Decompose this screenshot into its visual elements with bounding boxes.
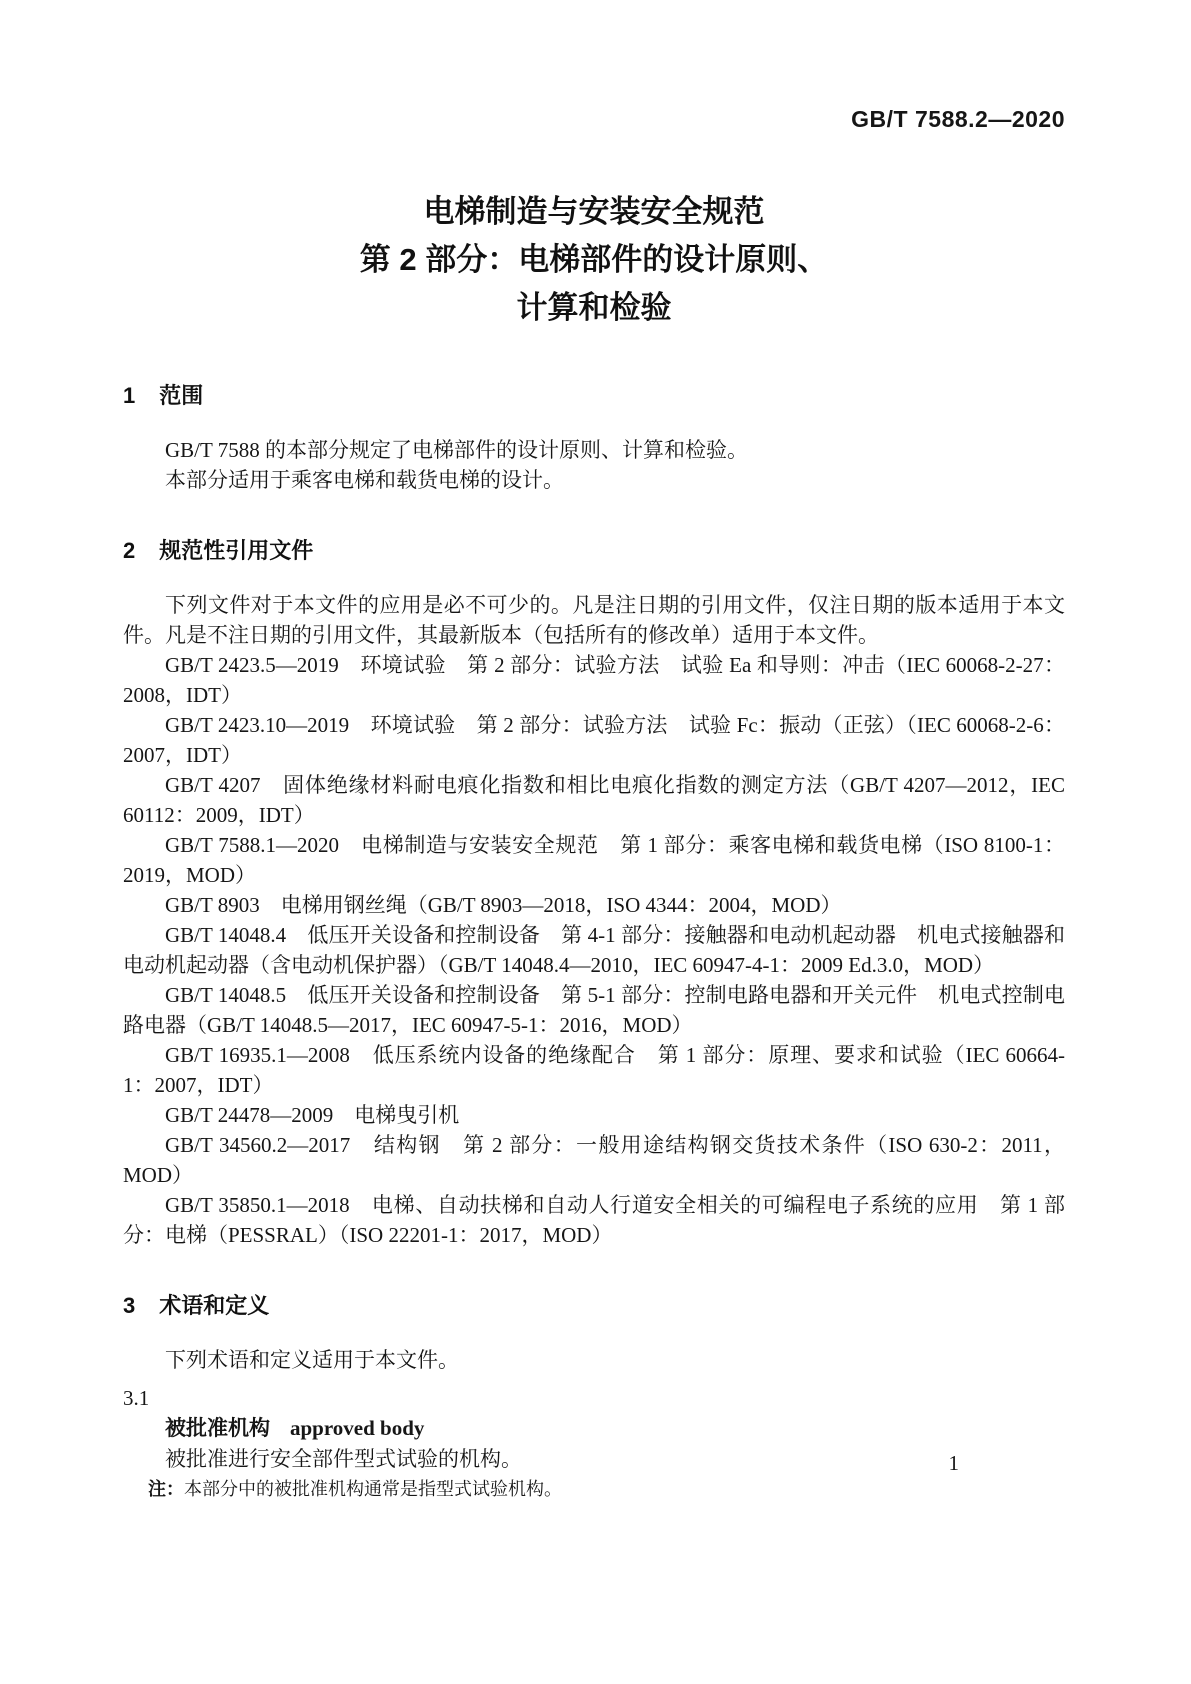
reference-item: GB/T 7588.1—2020 电梯制造与安装安全规范 第 1 部分：乘客电梯和载货电梯（ISO 8100-1：2019，MOD） xyxy=(123,833,1065,887)
document-title xyxy=(123,188,1065,332)
term-definition: 被批准进行安全部件型式试验的机构。 xyxy=(165,1447,522,1471)
reference-item: GB/T 8903 电梯用钢丝绳（GB/T 8903—2018，ISO 4344：2004，MOD） xyxy=(165,893,842,917)
term-number: 3.1 xyxy=(123,1386,150,1410)
term-name xyxy=(123,1413,1065,1444)
term-note-label: 注： xyxy=(148,1479,184,1499)
reference-item: GB/T 35850.1—2018 电梯、自动扶梯和自动人行道安全相关的可编程电子系统的应用 第 1 部分：电梯（PESSRAL）（ISO 22201-1：2017，MOD） xyxy=(123,1193,1065,1247)
document-title-line-3: 计算和检验 xyxy=(516,290,672,325)
section-1-heading xyxy=(123,382,1065,410)
term-entry xyxy=(123,1383,1065,1503)
standard-code: GB/T 7588.2—2020 xyxy=(851,106,1065,132)
term-name-en: approved body xyxy=(290,1416,425,1440)
terms-intro: 下列术语和定义适用于本文件。 xyxy=(165,1348,459,1372)
reference-item: GB/T 2423.5—2019 环境试验 第 2 部分：试验方法 试验 Ea 和导则：冲击（IEC 60068-2-27：2008，IDT） xyxy=(123,653,1065,707)
section-2-title: 规范性引用文件 xyxy=(159,538,314,563)
reference-item: GB/T 34560.2—2017 结构钢 第 2 部分：一般用途结构钢交货技术条件（ISO 630-2：2011，MOD） xyxy=(123,1133,1065,1187)
scope-paragraph-1: GB/T 7588 的本部分规定了电梯部件的设计原则、计算和检验。 xyxy=(165,438,748,462)
section-3-heading xyxy=(123,1292,1065,1320)
section-3-title: 术语和定义 xyxy=(159,1293,270,1318)
section-2-number: 2 xyxy=(123,538,136,563)
section-2-heading xyxy=(123,537,1065,565)
section-1-number: 1 xyxy=(123,383,136,408)
page-number: 1 xyxy=(948,1451,959,1475)
term-name-zh: 被批准机构 xyxy=(165,1417,270,1440)
reference-item: GB/T 4207 固体绝缘材料耐电痕化指数和相比电痕化指数的测定方法（GB/T 4207—2012，IEC 60112：2009，IDT） xyxy=(123,773,1065,827)
reference-item: GB/T 14048.5 低压开关设备和控制设备 第 5-1 部分：控制电路电器和开关元件 机电式控制电路电器（GB/T 14048.5—2017，IEC 60947-5-1：2016，MOD） xyxy=(123,983,1065,1037)
document-title-line-2: 第 2 部分：电梯部件的设计原则、 xyxy=(359,242,829,277)
scope-paragraph-2: 本部分适用于乘客电梯和载货电梯的设计。 xyxy=(165,468,564,492)
reference-item: GB/T 16935.1—2008 低压系统内设备的绝缘配合 第 1 部分：原理、要求和试验（IEC 60664-1：2007，IDT） xyxy=(123,1043,1065,1097)
document-title-line-1: 电梯制造与安装安全规范 xyxy=(423,194,765,229)
reference-item: GB/T 2423.10—2019 环境试验 第 2 部分：试验方法 试验 Fc：振动（正弦）（IEC 60068-2-6：2007，IDT） xyxy=(123,713,1065,767)
section-3-number: 3 xyxy=(123,1293,136,1318)
section-1-title: 范围 xyxy=(159,383,204,408)
term-note xyxy=(148,1476,1065,1503)
normative-references-intro: 下列文件对于本文件的应用是必不可少的。凡是注日期的引用文件，仅注日期的版本适用于本文件。凡是不注日期的引用文件，其最新版本（包括所有的修改单）适用于本文件。 xyxy=(123,593,1065,647)
term-note-text: 本部分中的被批准机构通常是指型式试验机构。 xyxy=(184,1479,562,1499)
reference-item: GB/T 24478—2009 电梯曳引机 xyxy=(165,1103,460,1127)
reference-item: GB/T 14048.4 低压开关设备和控制设备 第 4-1 部分：接触器和电动机起动器 机电式接触器和电动机起动器（含电动机保护器）（GB/T 14048.4—2010，IEC 60947-4-1：2009 Ed.3.0，MOD） xyxy=(123,923,1065,977)
